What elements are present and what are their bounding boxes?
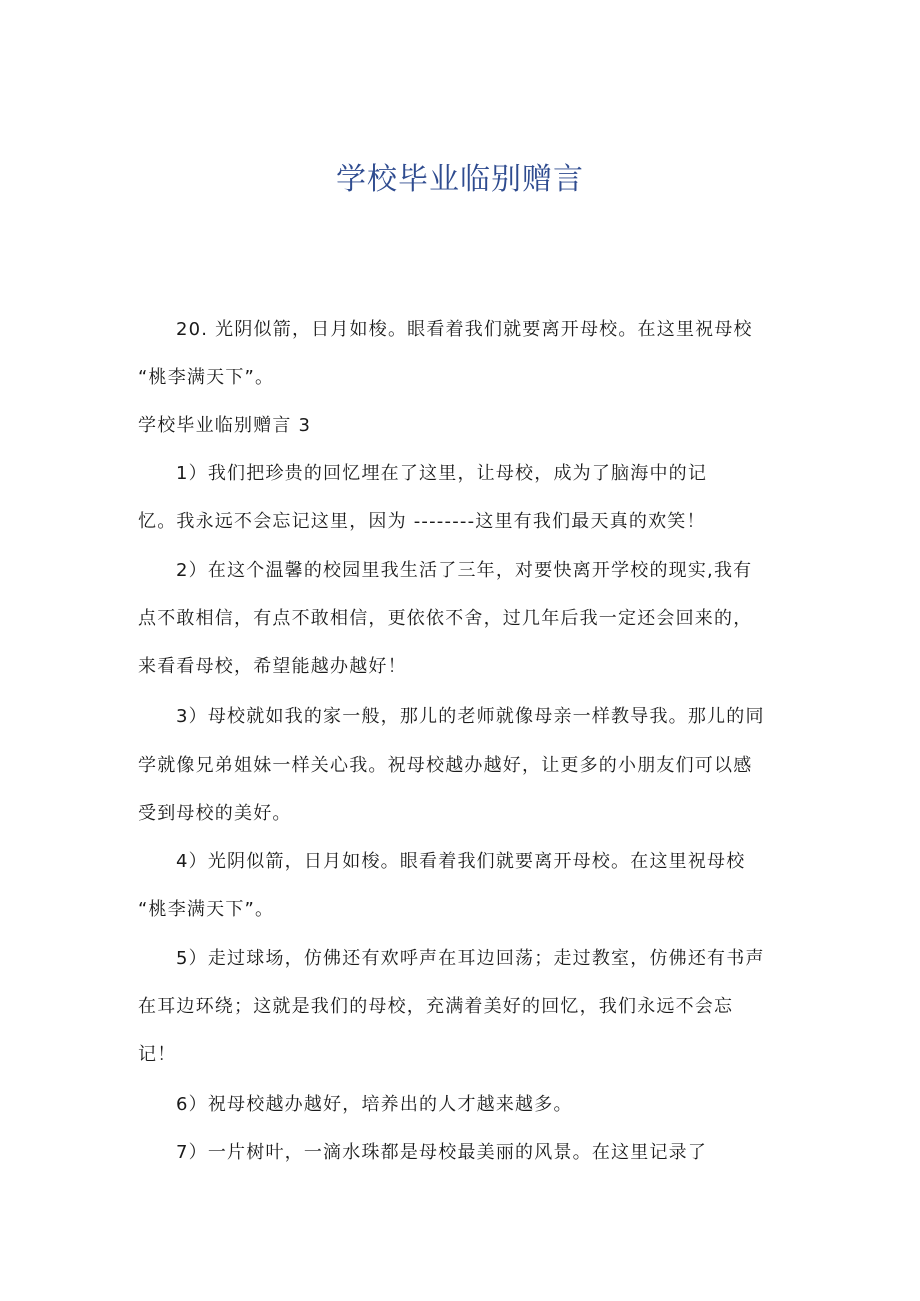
paragraph-line: 受到母校的美好。 bbox=[138, 803, 292, 824]
paragraph-line: 4）光阴似箭，日月如梭。眼看着我们就要离开母校。在这里祝母校 bbox=[176, 851, 746, 872]
paragraph-line: 忆。我永远不会忘记这里，因为 --------这里有我们最天真的欢笑！ bbox=[138, 511, 706, 532]
paragraph-line: “桃李满天下”。 bbox=[138, 899, 275, 920]
document-title: 学校毕业临别赠言 bbox=[336, 162, 584, 197]
paragraph-line: “桃李满天下”。 bbox=[138, 367, 275, 388]
paragraph-line: 1）我们把珍贵的回忆埋在了这里，让母校，成为了脑海中的记 bbox=[176, 463, 708, 484]
paragraph-line: 来看看母校，希望能越办越好！ bbox=[138, 656, 407, 677]
paragraph-line: 点不敢相信，有点不敢相信，更依依不舍，过几年后我一定还会回来的， bbox=[138, 608, 753, 629]
paragraph-line: 20. 光阴似箭，日月如梭。眼看着我们就要离开母校。在这里祝母校 bbox=[176, 319, 753, 340]
paragraph-line: 3）母校就如我的家一般，那儿的老师就像母亲一样教导我。那儿的同 bbox=[176, 706, 765, 727]
section-heading: 学校毕业临别赠言 3 bbox=[138, 415, 312, 436]
paragraph-line: 记！ bbox=[138, 1044, 177, 1065]
paragraph-line: 5）走过球场，仿佛还有欢呼声在耳边回荡；走过教室，仿佛还有书声 bbox=[176, 948, 765, 969]
paragraph-line: 在耳边环绕；这就是我们的母校，充满着美好的回忆，我们永远不会忘 bbox=[138, 996, 734, 1017]
paragraph-line: 6）祝母校越办越好，培养出的人才越来越多。 bbox=[176, 1094, 573, 1115]
paragraph-line: 7）一片树叶，一滴水珠都是母校最美丽的风景。在这里记录了 bbox=[176, 1142, 708, 1163]
paragraph-line: 学就像兄弟姐妹一样关心我。祝母校越办越好，让更多的小朋友们可以感 bbox=[138, 755, 753, 776]
paragraph-line: 2）在这个温馨的校园里我生活了三年，对要快离开学校的现实,我有 bbox=[176, 560, 753, 581]
